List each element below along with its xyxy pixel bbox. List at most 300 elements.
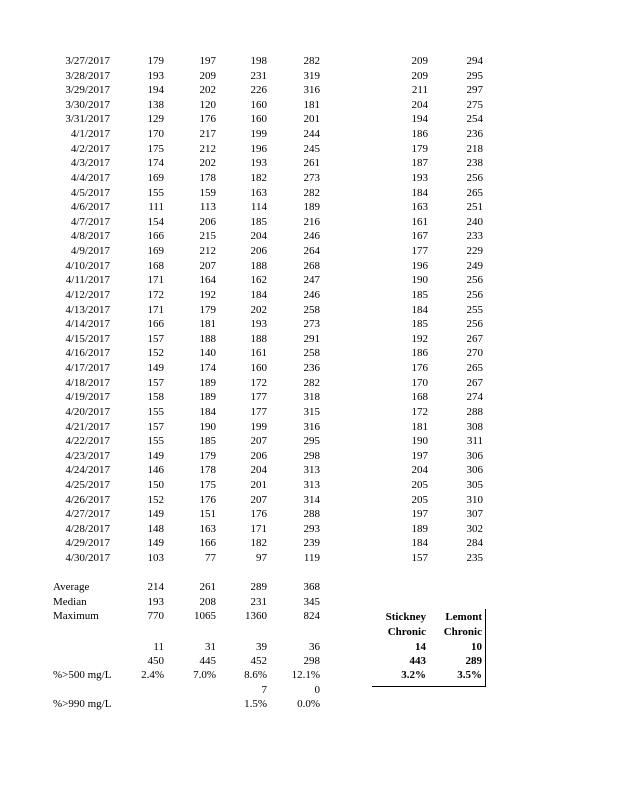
value-cell: 313 (303, 478, 320, 491)
pct990-label: %>990 mg/L (53, 698, 112, 710)
count-row-2 (0, 655, 618, 670)
value-cell: 177 (411, 245, 428, 258)
value-cell: 236 (303, 362, 320, 375)
table-row (0, 99, 618, 114)
table-row (0, 391, 618, 406)
date-cell: 4/23/2017 (65, 449, 110, 462)
value-cell: 185 (411, 318, 428, 331)
pct500-label: %>500 mg/L (53, 669, 112, 681)
table-row (0, 157, 618, 172)
value-cell: 315 (303, 405, 320, 418)
table-row (0, 362, 618, 377)
value-cell: 267 (466, 376, 483, 389)
date-cell: 4/17/2017 (65, 362, 110, 375)
value-cell: 187 (411, 157, 428, 170)
count-value: 31 (205, 641, 216, 653)
count-value: 450 (147, 655, 164, 667)
date-cell: 4/13/2017 (65, 303, 110, 316)
value-cell: 170 (147, 128, 164, 141)
value-cell: 196 (411, 259, 428, 272)
value-cell: 313 (303, 464, 320, 477)
value-cell: 284 (466, 537, 483, 550)
date-cell: 4/14/2017 (65, 318, 110, 331)
table-row (0, 201, 618, 216)
value-cell: 193 (147, 69, 164, 82)
value-cell: 319 (303, 69, 320, 82)
date-cell: 4/3/2017 (70, 157, 110, 170)
value-cell: 160 (250, 362, 267, 375)
stat-value: 368 (303, 581, 320, 593)
value-cell: 155 (147, 405, 164, 418)
value-cell: 265 (466, 362, 483, 375)
date-cell: 4/21/2017 (65, 420, 110, 433)
value-cell: 199 (250, 420, 267, 433)
value-cell: 157 (411, 552, 428, 565)
value-cell: 306 (466, 464, 483, 477)
stat-value: 261 (199, 581, 216, 593)
value-cell: 268 (303, 259, 320, 272)
value-cell: 77 (205, 552, 216, 565)
table-row (0, 333, 618, 348)
lemont-subheader: Chronic (443, 626, 482, 638)
value-cell: 265 (466, 186, 483, 199)
date-cell: 4/25/2017 (65, 478, 110, 491)
stat-value: 770 (147, 610, 164, 622)
value-cell: 113 (199, 201, 216, 214)
value-cell: 233 (466, 230, 483, 243)
count-value: 0 (314, 684, 320, 696)
value-cell: 308 (466, 420, 483, 433)
date-cell: 4/1/2017 (70, 128, 110, 141)
value-cell: 231 (250, 69, 267, 82)
value-cell: 196 (250, 142, 267, 155)
table-row (0, 70, 618, 85)
value-cell: 316 (303, 420, 320, 433)
value-cell: 179 (199, 449, 216, 462)
value-cell: 197 (199, 55, 216, 67)
value-cell: 270 (466, 347, 483, 360)
table-row (0, 435, 618, 450)
value-cell: 247 (303, 274, 320, 287)
value-cell: 119 (303, 552, 320, 565)
date-cell: 4/30/2017 (65, 552, 110, 565)
value-cell: 297 (466, 84, 483, 97)
date-cell: 4/12/2017 (65, 288, 110, 301)
table-row (0, 128, 618, 143)
value-cell: 163 (199, 522, 216, 535)
date-cell: 4/15/2017 (65, 332, 110, 345)
value-cell: 274 (466, 391, 483, 404)
value-cell: 181 (303, 98, 320, 111)
value-cell: 188 (250, 259, 267, 272)
table-row (0, 450, 618, 465)
table-row (0, 172, 618, 187)
value-cell: 310 (466, 493, 483, 506)
date-cell: 4/10/2017 (65, 259, 110, 272)
value-cell: 179 (147, 55, 164, 67)
value-cell: 177 (250, 405, 267, 418)
date-cell: 3/29/2017 (65, 84, 110, 97)
value-cell: 298 (303, 449, 320, 462)
value-cell: 178 (199, 171, 216, 184)
value-cell: 218 (466, 142, 483, 155)
value-cell: 244 (303, 128, 320, 141)
date-cell: 3/28/2017 (65, 69, 110, 82)
count-row-4 (0, 684, 618, 699)
value-cell: 120 (199, 98, 216, 111)
value-cell: 174 (147, 157, 164, 170)
value-cell: 152 (147, 347, 164, 360)
value-cell: 288 (303, 508, 320, 521)
stat-value: 231 (250, 596, 267, 608)
value-cell: 207 (250, 435, 267, 448)
value-cell: 254 (466, 113, 483, 126)
value-cell: 314 (303, 493, 320, 506)
value-cell: 169 (147, 245, 164, 258)
value-cell: 182 (250, 537, 267, 550)
value-cell: 282 (303, 376, 320, 389)
value-cell: 216 (303, 215, 320, 228)
table-row (0, 494, 618, 509)
table-row (0, 318, 618, 333)
table-row (0, 537, 618, 552)
value-cell: 211 (411, 84, 428, 97)
value-cell: 307 (466, 508, 483, 521)
pct990-row (0, 698, 618, 713)
value-cell: 193 (250, 318, 267, 331)
stat-value: 345 (303, 596, 320, 608)
value-cell: 190 (199, 420, 216, 433)
value-cell: 175 (199, 478, 216, 491)
value-cell: 192 (411, 332, 428, 345)
value-cell: 205 (411, 493, 428, 506)
value-cell: 149 (147, 449, 164, 462)
value-cell: 282 (303, 55, 320, 67)
value-cell: 157 (147, 332, 164, 345)
value-cell: 204 (250, 230, 267, 243)
table-row (0, 143, 618, 158)
stat-value: 289 (250, 581, 267, 593)
stat-label: Maximum (53, 610, 99, 622)
value-cell: 256 (466, 288, 483, 301)
value-cell: 171 (147, 274, 164, 287)
value-cell: 186 (411, 128, 428, 141)
value-cell: 209 (411, 55, 428, 67)
value-cell: 158 (147, 391, 164, 404)
value-cell: 179 (411, 142, 428, 155)
date-cell: 4/20/2017 (65, 405, 110, 418)
value-cell: 103 (147, 552, 164, 565)
value-cell: 160 (250, 98, 267, 111)
table-row (0, 552, 618, 567)
value-cell: 255 (466, 303, 483, 316)
value-cell: 192 (199, 288, 216, 301)
value-cell: 267 (466, 332, 483, 345)
date-cell: 4/16/2017 (65, 347, 110, 360)
stat-value: 193 (147, 596, 164, 608)
value-cell: 209 (411, 69, 428, 82)
value-cell: 176 (199, 113, 216, 126)
stat-value: 208 (199, 596, 216, 608)
value-cell: 204 (411, 464, 428, 477)
value-cell: 194 (147, 84, 164, 97)
value-cell: 199 (250, 128, 267, 141)
date-cell: 4/27/2017 (65, 508, 110, 521)
value-cell: 240 (466, 215, 483, 228)
value-cell: 212 (199, 245, 216, 258)
date-cell: 4/24/2017 (65, 464, 110, 477)
value-cell: 181 (199, 318, 216, 331)
value-cell: 149 (147, 537, 164, 550)
table-row (0, 55, 618, 70)
value-cell: 197 (411, 449, 428, 462)
stickney-value: 443 (409, 655, 426, 667)
value-cell: 184 (411, 537, 428, 550)
value-cell: 186 (411, 347, 428, 360)
count-row-1 (0, 641, 618, 656)
value-cell: 194 (411, 113, 428, 126)
stats-median-row (0, 596, 618, 611)
value-cell: 163 (250, 186, 267, 199)
value-cell: 167 (411, 230, 428, 243)
value-cell: 246 (303, 230, 320, 243)
value-cell: 155 (147, 186, 164, 199)
value-cell: 146 (147, 464, 164, 477)
value-cell: 171 (147, 303, 164, 316)
value-cell: 261 (303, 157, 320, 170)
value-cell: 185 (250, 215, 267, 228)
value-cell: 217 (199, 128, 216, 141)
value-cell: 166 (147, 318, 164, 331)
value-cell: 193 (250, 157, 267, 170)
value-cell: 149 (147, 508, 164, 521)
value-cell: 161 (411, 215, 428, 228)
value-cell: 256 (466, 274, 483, 287)
value-cell: 258 (303, 303, 320, 316)
value-cell: 305 (466, 478, 483, 491)
value-cell: 171 (250, 522, 267, 535)
value-cell: 185 (199, 435, 216, 448)
value-cell: 294 (466, 55, 483, 67)
value-cell: 168 (411, 391, 428, 404)
value-cell: 111 (148, 201, 164, 214)
pct990-value: 0.0% (297, 698, 320, 710)
value-cell: 206 (250, 449, 267, 462)
value-cell: 154 (147, 215, 164, 228)
value-cell: 273 (303, 171, 320, 184)
value-cell: 160 (250, 113, 267, 126)
table-row (0, 479, 618, 494)
value-cell: 311 (466, 435, 483, 448)
value-cell: 184 (411, 303, 428, 316)
table-row (0, 216, 618, 231)
table-row (0, 304, 618, 319)
date-cell: 4/11/2017 (65, 274, 110, 287)
value-cell: 172 (411, 405, 428, 418)
value-cell: 172 (147, 288, 164, 301)
date-cell: 4/9/2017 (70, 245, 110, 258)
value-cell: 256 (466, 171, 483, 184)
table-row (0, 421, 618, 436)
table-row (0, 508, 618, 523)
date-cell: 4/26/2017 (65, 493, 110, 506)
value-cell: 177 (250, 391, 267, 404)
value-cell: 190 (411, 274, 428, 287)
value-cell: 204 (411, 98, 428, 111)
value-cell: 152 (147, 493, 164, 506)
value-cell: 176 (199, 493, 216, 506)
date-cell: 4/22/2017 (65, 435, 110, 448)
date-cell: 4/6/2017 (70, 201, 110, 214)
table-row (0, 260, 618, 275)
count-value: 36 (309, 641, 320, 653)
table-row (0, 406, 618, 421)
date-cell: 4/29/2017 (65, 537, 110, 550)
value-cell: 212 (199, 142, 216, 155)
stickney-value: 14 (415, 641, 426, 653)
value-cell: 114 (250, 201, 267, 214)
table-row (0, 523, 618, 538)
stats-maximum-row (0, 610, 618, 625)
stat-value: 824 (303, 610, 320, 622)
value-cell: 181 (411, 420, 428, 433)
stickney-header: Stickney (385, 611, 426, 623)
value-cell: 189 (199, 376, 216, 389)
stickney-subheader: Chronic (387, 626, 426, 638)
value-cell: 150 (147, 478, 164, 491)
value-cell: 302 (466, 522, 483, 535)
value-cell: 318 (303, 391, 320, 404)
table-row (0, 230, 618, 245)
value-cell: 162 (250, 274, 267, 287)
value-cell: 178 (199, 464, 216, 477)
value-cell: 197 (411, 508, 428, 521)
value-cell: 155 (147, 435, 164, 448)
value-cell: 239 (303, 537, 320, 550)
date-cell: 4/7/2017 (70, 215, 110, 228)
count-value: 298 (303, 655, 320, 667)
value-cell: 215 (199, 230, 216, 243)
value-cell: 238 (466, 157, 483, 170)
value-cell: 140 (199, 347, 216, 360)
value-cell: 201 (303, 113, 320, 126)
value-cell: 198 (250, 55, 267, 67)
count-value: 39 (256, 641, 267, 653)
table-row (0, 84, 618, 99)
value-cell: 207 (199, 259, 216, 272)
value-cell: 291 (303, 332, 320, 345)
table-row (0, 347, 618, 362)
value-cell: 189 (303, 201, 320, 214)
pct990-value: 1.5% (244, 698, 267, 710)
value-cell: 189 (411, 522, 428, 535)
value-cell: 129 (147, 113, 164, 126)
lemont-value: 3.5% (457, 669, 482, 681)
table-row (0, 274, 618, 289)
value-cell: 288 (466, 405, 483, 418)
value-cell: 138 (147, 98, 164, 111)
value-cell: 229 (466, 245, 483, 258)
stat-value: 1360 (245, 610, 267, 622)
value-cell: 316 (303, 84, 320, 97)
value-cell: 207 (250, 493, 267, 506)
value-cell: 184 (199, 405, 216, 418)
value-cell: 172 (250, 376, 267, 389)
table-row (0, 289, 618, 304)
count-value: 452 (250, 655, 267, 667)
value-cell: 282 (303, 186, 320, 199)
value-cell: 226 (250, 84, 267, 97)
value-cell: 295 (466, 69, 483, 82)
value-cell: 188 (199, 332, 216, 345)
date-cell: 3/27/2017 (65, 55, 110, 67)
value-cell: 184 (411, 186, 428, 199)
stat-value: 214 (147, 581, 164, 593)
value-cell: 246 (303, 288, 320, 301)
value-cell: 205 (411, 478, 428, 491)
value-cell: 273 (303, 318, 320, 331)
table-row (0, 113, 618, 128)
pct500-value: 8.6% (244, 669, 267, 681)
date-cell: 4/19/2017 (65, 391, 110, 404)
value-cell: 184 (250, 288, 267, 301)
value-cell: 275 (466, 98, 483, 111)
lemont-value: 289 (465, 655, 482, 667)
value-cell: 176 (411, 362, 428, 375)
value-cell: 204 (250, 464, 267, 477)
value-cell: 161 (250, 347, 267, 360)
count-value: 11 (153, 641, 164, 653)
value-cell: 256 (466, 318, 483, 331)
value-cell: 235 (466, 552, 483, 565)
date-cell: 4/8/2017 (70, 230, 110, 243)
value-cell: 169 (147, 171, 164, 184)
count-value: 445 (199, 655, 216, 667)
stat-value: 1065 (194, 610, 216, 622)
value-cell: 179 (199, 303, 216, 316)
value-cell: 151 (199, 508, 216, 521)
value-cell: 189 (199, 391, 216, 404)
value-cell: 245 (303, 142, 320, 155)
value-cell: 295 (303, 435, 320, 448)
value-cell: 185 (411, 288, 428, 301)
date-cell: 3/30/2017 (65, 98, 110, 111)
date-cell: 4/18/2017 (65, 376, 110, 389)
date-cell: 4/5/2017 (70, 186, 110, 199)
value-cell: 202 (199, 157, 216, 170)
table-row (0, 187, 618, 202)
value-cell: 193 (411, 171, 428, 184)
value-cell: 188 (250, 332, 267, 345)
pct500-value: 2.4% (141, 669, 164, 681)
pct500-value: 7.0% (193, 669, 216, 681)
value-cell: 190 (411, 435, 428, 448)
value-cell: 182 (250, 171, 267, 184)
value-cell: 174 (199, 362, 216, 375)
value-cell: 157 (147, 376, 164, 389)
value-cell: 202 (199, 84, 216, 97)
value-cell: 97 (256, 552, 267, 565)
value-cell: 264 (303, 245, 320, 258)
lemont-header: Lemont (445, 611, 482, 623)
value-cell: 249 (466, 259, 483, 272)
value-cell: 148 (147, 522, 164, 535)
stat-label: Average (53, 581, 90, 593)
value-cell: 202 (250, 303, 267, 316)
value-cell: 149 (147, 362, 164, 375)
value-cell: 293 (303, 522, 320, 535)
value-cell: 166 (147, 230, 164, 243)
